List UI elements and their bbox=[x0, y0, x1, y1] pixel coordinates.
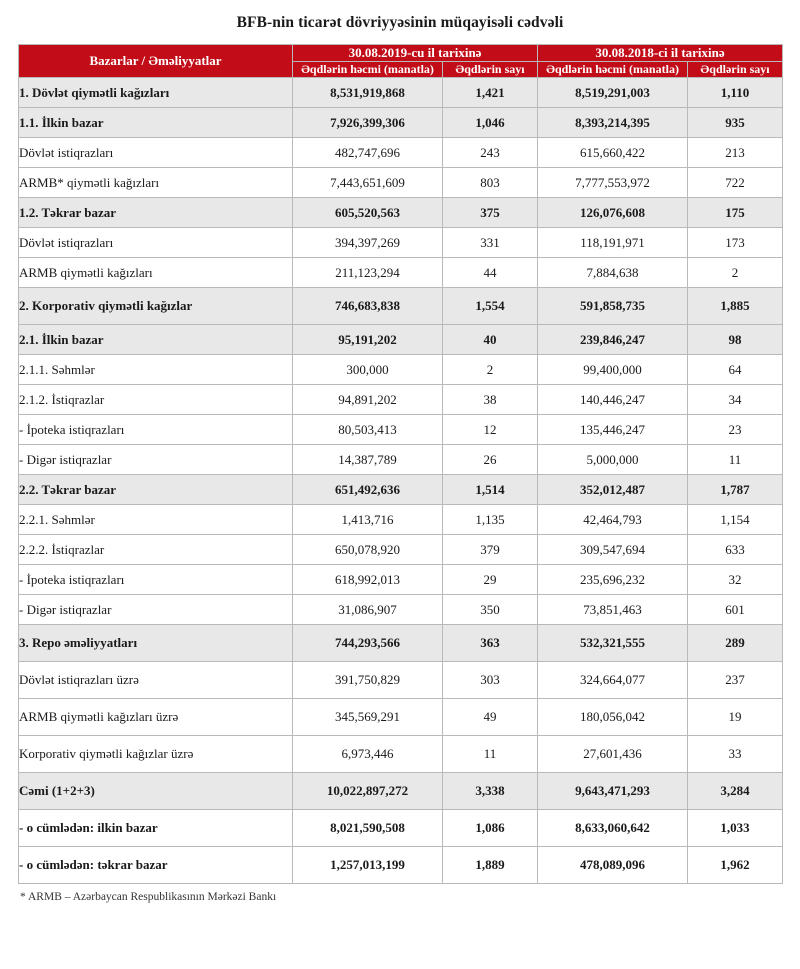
count-2019: 38 bbox=[443, 385, 538, 415]
row-label: - Digər istiqrazlar bbox=[19, 445, 293, 475]
header-count-2019: Əqdlərin sayı bbox=[443, 62, 538, 78]
count-2018: 633 bbox=[688, 535, 783, 565]
row-label: - İpoteka istiqrazları bbox=[19, 565, 293, 595]
table-row bbox=[19, 505, 783, 535]
trade-turnover-table bbox=[18, 44, 783, 884]
count-2019: 49 bbox=[443, 699, 538, 736]
row-label: 2.1. İlkin bazar bbox=[19, 325, 293, 355]
table-row bbox=[19, 108, 783, 138]
amount-2019: 10,022,897,272 bbox=[293, 773, 443, 810]
count-2018: 64 bbox=[688, 355, 783, 385]
amount-2019: 6,973,446 bbox=[293, 736, 443, 773]
page-title: BFB-nin ticarət dövriyyəsinin müqayisəli cədvəli bbox=[236, 14, 564, 31]
row-label: 1.2. Təkrar bazar bbox=[19, 198, 293, 228]
count-2019: 12 bbox=[443, 415, 538, 445]
row-label: 2. Korporativ qiymətli kağızlar bbox=[19, 288, 293, 325]
count-2018: 1,962 bbox=[688, 847, 783, 884]
row-label: Dövlət istiqrazları bbox=[19, 228, 293, 258]
count-2018: 1,885 bbox=[688, 288, 783, 325]
table-body bbox=[19, 78, 783, 884]
table-row bbox=[19, 325, 783, 355]
table-row bbox=[19, 258, 783, 288]
amount-2018: 8,633,060,642 bbox=[538, 810, 688, 847]
header-count-2018: Əqdlərin sayı bbox=[688, 62, 783, 78]
count-2018: 175 bbox=[688, 198, 783, 228]
amount-2019: 14,387,789 bbox=[293, 445, 443, 475]
amount-2019: 95,191,202 bbox=[293, 325, 443, 355]
count-2019: 1,046 bbox=[443, 108, 538, 138]
row-label: Korporativ qiymətli kağızlar üzrə bbox=[19, 736, 293, 773]
amount-2018: 478,089,096 bbox=[538, 847, 688, 884]
count-2019: 1,514 bbox=[443, 475, 538, 505]
count-2018: 1,110 bbox=[688, 78, 783, 108]
amount-2018: 99,400,000 bbox=[538, 355, 688, 385]
amount-2018: 352,012,487 bbox=[538, 475, 688, 505]
count-2018: 289 bbox=[688, 625, 783, 662]
row-label: - Digər istiqrazlar bbox=[19, 595, 293, 625]
amount-2018: 73,851,463 bbox=[538, 595, 688, 625]
footnote: * ARMB – Azərbaycan Respublikasının Mərkəzi Bankı bbox=[20, 891, 277, 904]
amount-2018: 5,000,000 bbox=[538, 445, 688, 475]
row-label: 1.1. İlkin bazar bbox=[19, 108, 293, 138]
row-label: 2.1.2. İstiqrazlar bbox=[19, 385, 293, 415]
count-2019: 303 bbox=[443, 662, 538, 699]
row-label: - İpoteka istiqrazları bbox=[19, 415, 293, 445]
table-row bbox=[19, 475, 783, 505]
count-2018: 2 bbox=[688, 258, 783, 288]
table-row bbox=[19, 78, 783, 108]
count-2019: 11 bbox=[443, 736, 538, 773]
row-label: 1. Dövlət qiymətli kağızları bbox=[19, 78, 293, 108]
header-markets: Bazarlar / Əməliyyatlar bbox=[19, 45, 293, 78]
count-2018: 3,284 bbox=[688, 773, 783, 810]
table-row bbox=[19, 198, 783, 228]
amount-2018: 8,393,214,395 bbox=[538, 108, 688, 138]
count-2019: 1,086 bbox=[443, 810, 538, 847]
amount-2018: 27,601,436 bbox=[538, 736, 688, 773]
count-2019: 44 bbox=[443, 258, 538, 288]
row-label: Dövlət istiqrazları üzrə bbox=[19, 662, 293, 699]
amount-2019: 345,569,291 bbox=[293, 699, 443, 736]
header-amount-2019: Əqdlərin həcmi (manatla) bbox=[293, 62, 443, 78]
table-row bbox=[19, 699, 783, 736]
amount-2018: 532,321,555 bbox=[538, 625, 688, 662]
count-2018: 237 bbox=[688, 662, 783, 699]
count-2018: 19 bbox=[688, 699, 783, 736]
table-row bbox=[19, 736, 783, 773]
amount-2019: 651,492,636 bbox=[293, 475, 443, 505]
count-2018: 213 bbox=[688, 138, 783, 168]
count-2018: 601 bbox=[688, 595, 783, 625]
amount-2019: 8,021,590,508 bbox=[293, 810, 443, 847]
table-row bbox=[19, 445, 783, 475]
amount-2019: 7,926,399,306 bbox=[293, 108, 443, 138]
header-amount-2018: Əqdlərin həcmi (manatla) bbox=[538, 62, 688, 78]
table-row bbox=[19, 385, 783, 415]
count-2019: 803 bbox=[443, 168, 538, 198]
amount-2019: 94,891,202 bbox=[293, 385, 443, 415]
count-2019: 3,338 bbox=[443, 773, 538, 810]
row-label: 3. Repo əməliyyatları bbox=[19, 625, 293, 662]
table-row bbox=[19, 847, 783, 884]
count-2019: 375 bbox=[443, 198, 538, 228]
row-label: ARMB qiymətli kağızları bbox=[19, 258, 293, 288]
amount-2018: 180,056,042 bbox=[538, 699, 688, 736]
count-2019: 243 bbox=[443, 138, 538, 168]
amount-2019: 300,000 bbox=[293, 355, 443, 385]
row-label: ARMB* qiymətli kağızları bbox=[19, 168, 293, 198]
count-2019: 379 bbox=[443, 535, 538, 565]
amount-2019: 8,531,919,868 bbox=[293, 78, 443, 108]
table-row bbox=[19, 535, 783, 565]
count-2019: 363 bbox=[443, 625, 538, 662]
count-2019: 1,421 bbox=[443, 78, 538, 108]
count-2019: 331 bbox=[443, 228, 538, 258]
table-row bbox=[19, 662, 783, 699]
header-period-2019: 30.08.2019-cu il tarixinə bbox=[293, 45, 538, 62]
amount-2019: 1,413,716 bbox=[293, 505, 443, 535]
amount-2018: 118,191,971 bbox=[538, 228, 688, 258]
amount-2018: 140,446,247 bbox=[538, 385, 688, 415]
count-2018: 32 bbox=[688, 565, 783, 595]
amount-2018: 324,664,077 bbox=[538, 662, 688, 699]
table-row bbox=[19, 565, 783, 595]
table-row bbox=[19, 773, 783, 810]
count-2018: 1,033 bbox=[688, 810, 783, 847]
amount-2019: 31,086,907 bbox=[293, 595, 443, 625]
row-label: 2.2.1. Səhmlər bbox=[19, 505, 293, 535]
amount-2019: 746,683,838 bbox=[293, 288, 443, 325]
header-period-2018: 30.08.2018-ci il tarixinə bbox=[538, 45, 783, 62]
count-2019: 29 bbox=[443, 565, 538, 595]
amount-2019: 482,747,696 bbox=[293, 138, 443, 168]
count-2019: 2 bbox=[443, 355, 538, 385]
count-2018: 1,154 bbox=[688, 505, 783, 535]
row-label: - o cümlədən: ilkin bazar bbox=[19, 810, 293, 847]
amount-2018: 591,858,735 bbox=[538, 288, 688, 325]
count-2019: 40 bbox=[443, 325, 538, 355]
amount-2019: 1,257,013,199 bbox=[293, 847, 443, 884]
amount-2018: 7,884,638 bbox=[538, 258, 688, 288]
amount-2019: 618,992,013 bbox=[293, 565, 443, 595]
amount-2018: 235,696,232 bbox=[538, 565, 688, 595]
count-2018: 11 bbox=[688, 445, 783, 475]
amount-2018: 309,547,694 bbox=[538, 535, 688, 565]
amount-2019: 650,078,920 bbox=[293, 535, 443, 565]
count-2018: 34 bbox=[688, 385, 783, 415]
count-2018: 23 bbox=[688, 415, 783, 445]
table-row bbox=[19, 168, 783, 198]
table-row bbox=[19, 288, 783, 325]
amount-2019: 394,397,269 bbox=[293, 228, 443, 258]
amount-2019: 211,123,294 bbox=[293, 258, 443, 288]
row-label: 2.2. Təkrar bazar bbox=[19, 475, 293, 505]
row-label: Dövlət istiqrazları bbox=[19, 138, 293, 168]
row-label: 2.2.2. İstiqrazlar bbox=[19, 535, 293, 565]
count-2019: 26 bbox=[443, 445, 538, 475]
count-2018: 935 bbox=[688, 108, 783, 138]
amount-2018: 126,076,608 bbox=[538, 198, 688, 228]
count-2019: 350 bbox=[443, 595, 538, 625]
table-row bbox=[19, 810, 783, 847]
amount-2018: 42,464,793 bbox=[538, 505, 688, 535]
count-2018: 1,787 bbox=[688, 475, 783, 505]
table-row bbox=[19, 138, 783, 168]
amount-2018: 135,446,247 bbox=[538, 415, 688, 445]
count-2019: 1,135 bbox=[443, 505, 538, 535]
table-row bbox=[19, 595, 783, 625]
amount-2018: 239,846,247 bbox=[538, 325, 688, 355]
count-2018: 722 bbox=[688, 168, 783, 198]
table-row bbox=[19, 415, 783, 445]
table-row bbox=[19, 355, 783, 385]
count-2019: 1,554 bbox=[443, 288, 538, 325]
amount-2018: 7,777,553,972 bbox=[538, 168, 688, 198]
count-2019: 1,889 bbox=[443, 847, 538, 884]
row-label: - o cümlədən: təkrar bazar bbox=[19, 847, 293, 884]
amount-2019: 744,293,566 bbox=[293, 625, 443, 662]
amount-2019: 391,750,829 bbox=[293, 662, 443, 699]
table-row bbox=[19, 228, 783, 258]
row-label: ARMB qiymətli kağızları üzrə bbox=[19, 699, 293, 736]
count-2018: 98 bbox=[688, 325, 783, 355]
amount-2019: 80,503,413 bbox=[293, 415, 443, 445]
table-row bbox=[19, 625, 783, 662]
count-2018: 173 bbox=[688, 228, 783, 258]
amount-2019: 605,520,563 bbox=[293, 198, 443, 228]
table-header bbox=[19, 45, 783, 78]
header-row-top bbox=[19, 45, 783, 62]
amount-2019: 7,443,651,609 bbox=[293, 168, 443, 198]
row-label: Cəmi (1+2+3) bbox=[19, 773, 293, 810]
row-label: 2.1.1. Səhmlər bbox=[19, 355, 293, 385]
amount-2018: 8,519,291,003 bbox=[538, 78, 688, 108]
amount-2018: 615,660,422 bbox=[538, 138, 688, 168]
amount-2018: 9,643,471,293 bbox=[538, 773, 688, 810]
count-2018: 33 bbox=[688, 736, 783, 773]
